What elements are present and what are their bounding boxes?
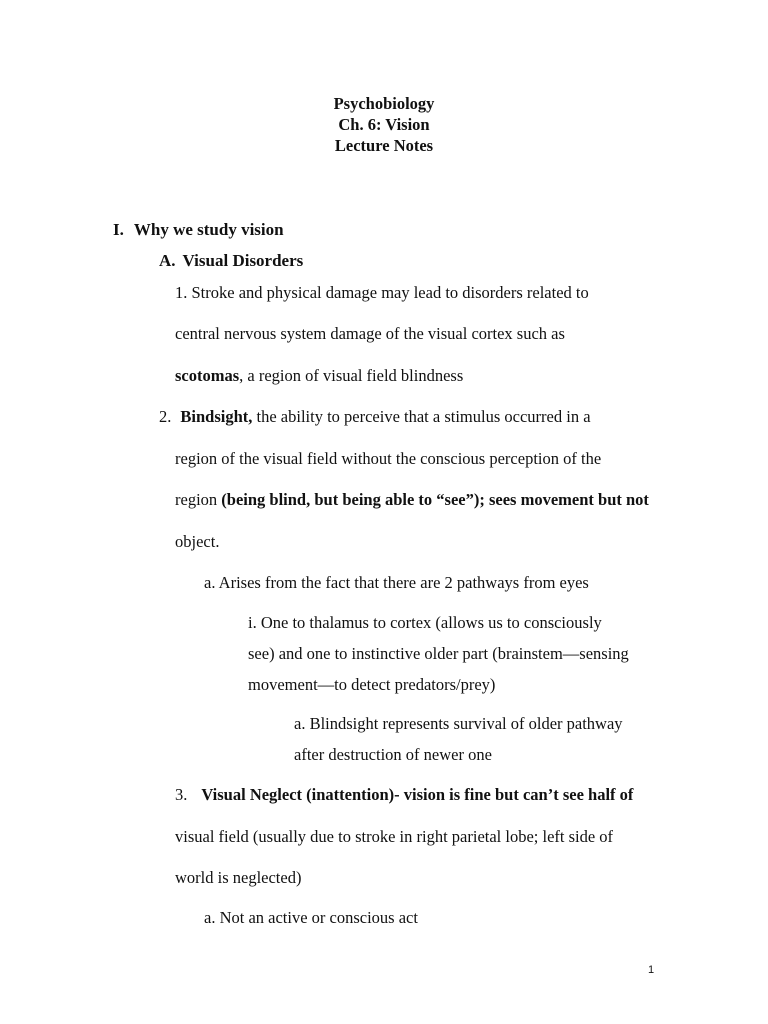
- blindsight-term: Bindsight,: [180, 407, 253, 426]
- item-2-sub-i-a-line-1: a. Blindsight represents survival of older pathway: [294, 714, 623, 733]
- item-3-line-3: world is neglected): [175, 868, 302, 887]
- item-2-line-3-start: region: [175, 490, 222, 509]
- item-2-sub-i-line-2: see) and one to instinctive older part (brainstem—sensing: [248, 644, 629, 663]
- item-3-sub-a: a. Not an active or conscious act: [204, 908, 418, 927]
- subsection-a-label: A.: [159, 251, 176, 270]
- item-2-line-2: region of the visual field without the conscious perception of the: [175, 449, 602, 468]
- section-1-heading: [113, 220, 284, 240]
- item-1-line-2: central nervous system damage of the visual cortex such as: [175, 324, 565, 343]
- document-type-title: Lecture Notes: [334, 136, 434, 155]
- item-2-sub-i-a-line-2: after destruction of newer one: [294, 745, 492, 764]
- item-2-sub-i-line-1: i. One to thalamus to cortex (allows us to consciously: [248, 613, 602, 632]
- item-2-sub-i-line-3: movement—to detect predators/prey): [248, 675, 496, 694]
- section-1-numeral: I.: [113, 220, 124, 239]
- subsection-a-title: Visual Disorders: [182, 251, 304, 270]
- item-2-sub-a: a. Arises from the fact that there are 2 pathways from eyes: [204, 573, 589, 592]
- item-2-line-4: object.: [175, 532, 220, 551]
- visual-neglect-term: Visual Neglect (inattention)-: [201, 785, 400, 804]
- item-1-line-3-rest: , a region of visual field blindness: [239, 366, 464, 385]
- item-1-line-3: [175, 366, 463, 386]
- item-3-line-2: visual field (usually due to stroke in right parietal lobe; left side of: [175, 827, 614, 846]
- page-number: 1: [648, 964, 655, 976]
- item-2-line-1: [159, 407, 591, 427]
- item-1-line-1: 1. Stroke and physical damage may lead to disorders related to: [175, 283, 589, 302]
- item-2-number: 2.: [159, 407, 172, 426]
- item-3-number: 3.: [175, 785, 188, 804]
- scotomas-term: scotomas: [175, 366, 240, 385]
- item-2-line-3: [175, 490, 649, 510]
- item-2-line-3-bold: (being blind, but being able to “see”); sees movement but not: [221, 490, 649, 509]
- item-3-line-1-bold-rest: vision is fine but can’t see half of: [399, 785, 634, 804]
- chapter-title: Ch. 6: Vision: [338, 115, 430, 134]
- section-1-title: Why we study vision: [133, 220, 284, 239]
- course-title: Psychobiology: [333, 94, 435, 113]
- item-3-line-1: [175, 785, 633, 805]
- item-2-line-1-rest: the ability to perceive that a stimulus occurred in a: [252, 407, 591, 426]
- subsection-a-heading: [159, 251, 303, 271]
